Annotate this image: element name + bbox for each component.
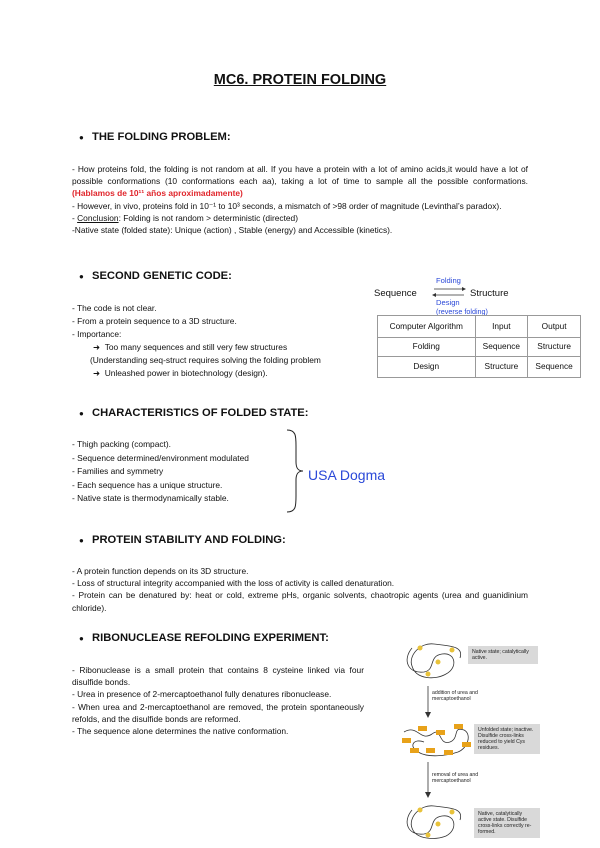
table-row	[378, 357, 581, 378]
section-heading-second-genetic-code: ● SECOND GENETIC CODE:	[92, 270, 232, 282]
unfolded-state-caption: Unfolded state; inactive. Disulfide cross-links reduced to yield Cys residues.	[474, 724, 540, 754]
genetic-code-line-2: - From a protein sequence to a 3D structure.	[72, 316, 237, 326]
table-header-row	[378, 316, 581, 338]
folding-problem-p2: - However, in vivo, proteins fold in 10⁻¹ to 10³ seconds, a mismatch of >98 order of magnitude (Levinthal’s paradox).	[72, 200, 502, 211]
arrow-right-icon: ➜	[93, 342, 101, 352]
folding-problem-text	[72, 163, 528, 236]
diagram-folding-label: Folding	[436, 276, 461, 285]
folding-design-table	[377, 315, 581, 378]
conclusion-label: Conclusion	[77, 212, 119, 223]
section-heading-ribonuclease: ● RIBONUCLEASE REFOLDING EXPERIMENT:	[92, 632, 329, 644]
curly-brace-icon	[284, 428, 306, 514]
native-state-caption: Native state; catalytically active.	[468, 646, 538, 664]
ribonuclease-line-2: - Urea in presence of 2-mercaptoethanol fully denatures ribonuclease.	[72, 689, 332, 700]
table-header-cell: Computer Algorithm	[378, 316, 476, 338]
diagram-design-label: Design	[436, 298, 460, 307]
section-heading-folding-problem: ● THE FOLDING PROBLEM:	[92, 131, 231, 143]
table-cell: Structure	[475, 357, 528, 378]
folded-state-item-1: - Thigh packing (compact).	[72, 439, 171, 449]
table-header-cell: Input	[475, 316, 528, 338]
native-state-text: -Native state (folded state): Unique (action) , Stable (energy) and Accessible (kinetics).	[72, 225, 393, 236]
folding-problem-p1: - How proteins fold, the folding is not random at all. If you have a protein with a lot of amino acids,it would have a lot of possible conformations (10 conformations each aa), taking a lot of time to sample all the possible conformations.	[72, 164, 528, 187]
ribonuclease-line-3: - When urea and 2-mercaptoethanol are removed, the protein spontaneously refolds, and the disulfide bonds are reformed.	[72, 701, 364, 724]
table-cell: Sequence	[475, 338, 528, 357]
unfolded-protein-illustration	[402, 724, 471, 756]
dash: -	[72, 212, 78, 223]
stability-line-2: - Loss of structural integrity accompanied with the loss of activity is called denaturation.	[72, 578, 395, 589]
native-protein-illustration	[407, 644, 461, 678]
folded-state-item-4: - Each sequence has a unique structure.	[72, 480, 223, 490]
diagram-sequence-label: Sequence	[374, 288, 417, 299]
section-heading-stability: ● PROTEIN STABILITY AND FOLDING:	[92, 534, 286, 546]
stability-line-1: - A protein function depends on its 3D structure.	[72, 566, 249, 576]
section-heading-folded-state: ● CHARACTERISTICS OF FOLDED STATE:	[92, 407, 309, 419]
genetic-code-line-1: - The code is not clear.	[72, 303, 157, 313]
table-cell: Folding	[378, 338, 476, 357]
table-cell: Design	[378, 357, 476, 378]
arrow-item-2-text: Unleashed power in biotechnology (design).	[104, 368, 268, 378]
stability-line-3: - Protein can be denatured by: heat or cold, extreme pHs, organic solvents, chaotropic agents (urea and guanidinium chloride).	[72, 590, 528, 613]
arrow-item-1-text: Too many sequences and still very few structures	[104, 342, 288, 352]
table-cell: Sequence	[528, 357, 581, 378]
arrow-item-1	[93, 341, 287, 353]
usa-dogma-label: USA Dogma	[308, 467, 386, 483]
refolded-protein-illustration	[407, 806, 461, 839]
ribonuclease-line-4: - The sequence alone determines the native conformation.	[72, 726, 289, 737]
stability-text	[72, 565, 528, 614]
genetic-code-line-3: - Importance:	[72, 329, 122, 339]
table-cell: Structure	[528, 338, 581, 357]
folded-state-item-3: - Families and symmetry	[72, 466, 164, 476]
refolded-state-caption: Native, catalytically active state. Disulfide cross-links correctly re-formed.	[474, 808, 540, 838]
understanding-note: (Understanding seq-struct requires solving the folding problem	[90, 355, 321, 365]
ribonuclease-text	[72, 664, 364, 737]
folded-state-item-5: - Native state is thermodynamically stable.	[72, 493, 229, 503]
conclusion-text: : Folding is not random > deterministic (directed)	[118, 212, 299, 223]
levinthal-note: (Hablamos de 10¹¹ años aproximadamente)	[72, 188, 243, 199]
table-header-cell: Output	[528, 316, 581, 338]
page-title: MC6. PROTEIN FOLDING	[213, 72, 387, 88]
folded-state-item-2: - Sequence determined/environment modulated	[72, 453, 249, 463]
ribonuclease-line-1: - Ribonuclease is a small protein that contains 8 cysteine linked via four disulfide bonds.	[72, 665, 364, 688]
urea-addition-caption: addition of urea and mercaptoethanol	[432, 690, 478, 702]
arrow-item-2	[93, 367, 268, 379]
diagram-structure-label: Structure	[470, 288, 509, 299]
folding-arrows-icon	[432, 286, 466, 298]
arrow-right-icon: ➜	[93, 368, 101, 378]
table-row	[378, 338, 581, 357]
diagram-reverse-label: (reverse folding)	[436, 307, 488, 316]
urea-removal-caption: removal of urea and mercaptoethanol	[432, 772, 479, 784]
